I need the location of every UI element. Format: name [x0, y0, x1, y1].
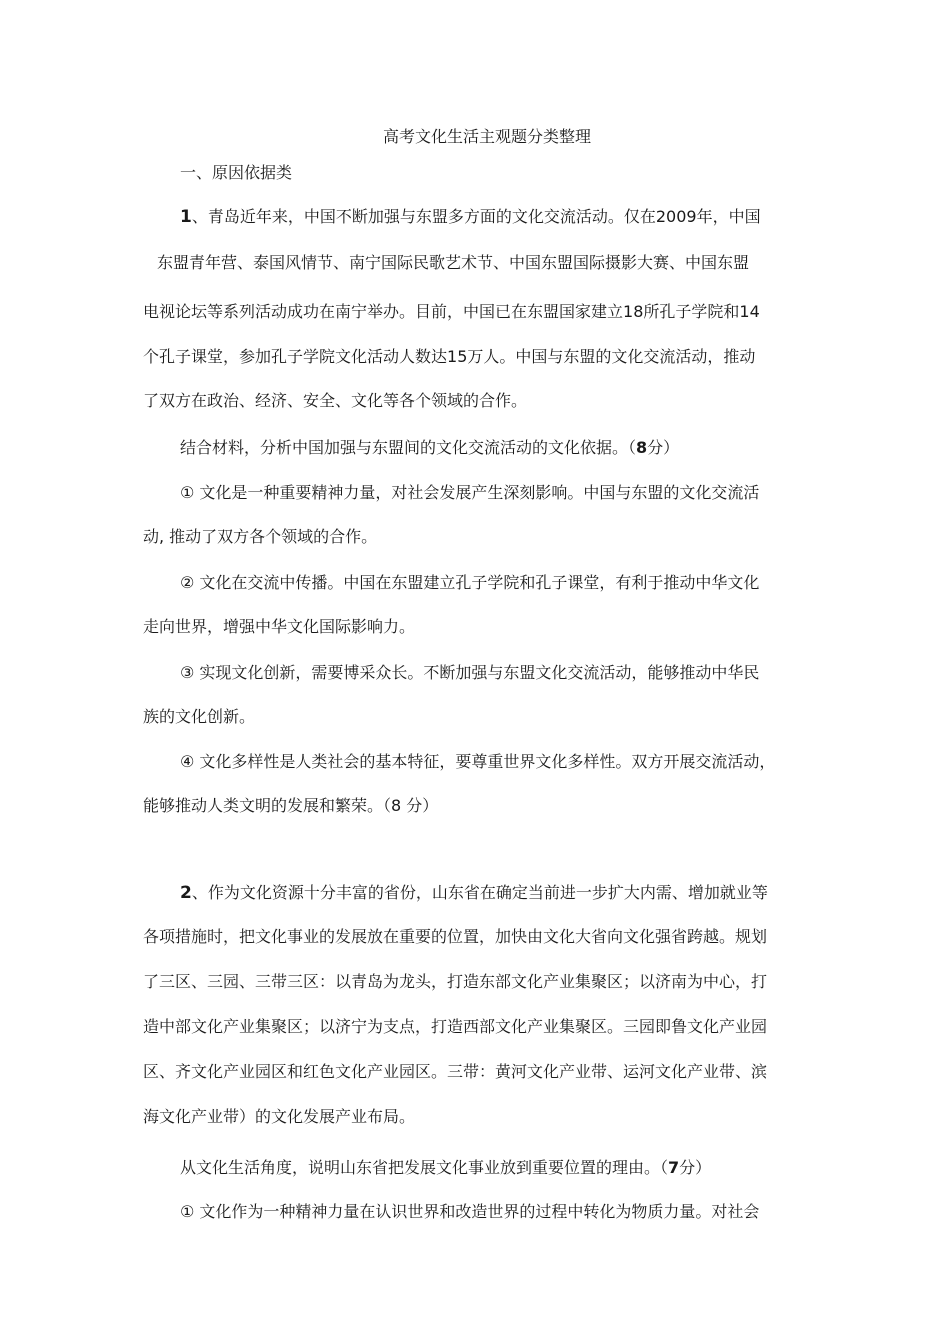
- q2-score: 7: [668, 1158, 680, 1177]
- q1-answer-2-line-2: 走向世界，增强中华文化国际影响力。: [143, 617, 416, 636]
- q1-number: 1: [180, 207, 192, 227]
- q1-answer-1-line-2: 动, 推动了双方各个领域的合作。: [143, 527, 378, 546]
- q1-answer-2-line-1: ② 文化在交流中传播。中国在东盟建立孔子学院和孔子课堂，有利于推动中华文化: [180, 573, 760, 592]
- q1-question: 结合材料，分析中国加强与东盟间的文化交流活动的文化依据。（8分）: [180, 438, 680, 457]
- q2-line-1: 2、作为文化资源十分丰富的省份，山东省在确定当前进一步扩大内需、增加就业等: [180, 883, 768, 903]
- q2-number: 2: [180, 883, 192, 903]
- q1-answer-3-line-2: 族的文化创新。: [143, 707, 256, 726]
- q2-line-5: 区、齐文化产业园区和红色文化产业园区。三带：黄河文化产业带、运河文化产业带、滨: [143, 1062, 768, 1081]
- section-heading: 一、原因依据类: [180, 163, 293, 182]
- q2-line-2: 各项措施时，把文化事业的发展放在重要的位置，加快由文化大省向文化强省跨越。规划: [143, 927, 768, 946]
- q2-line-3: 了三区、三园、三带三区：以青岛为龙头，打造东部文化产业集聚区；以济南为中心，打: [143, 972, 768, 991]
- q1-answer-1-line-1: ① 文化是一种重要精神力量，对社会发展产生深刻影响。中国与东盟的文化交流活: [180, 483, 760, 502]
- q1-score: 8: [636, 438, 648, 457]
- q1-line-4: 个孔子课堂，参加孔子学院文化活动人数达15万人。中国与东盟的文化交流活动，推动: [143, 347, 756, 366]
- document-title: 高考文化生活主观题分类整理: [383, 127, 592, 146]
- q1-answer-3-line-1: ③ 实现文化创新，需要博采众长。不断加强与东盟文化交流活动，能够推动中华民: [180, 663, 760, 682]
- q1-answer-4-line-1: ④ 文化多样性是人类社会的基本特征，要尊重世界文化多样性。双方开展交流活动，: [180, 752, 776, 771]
- q2-line-6: 海文化产业带）的文化发展产业布局。: [143, 1107, 416, 1126]
- q2-question: 从文化生活角度，说明山东省把发展文化事业放到重要位置的理由。（7分）: [180, 1158, 712, 1177]
- q2-answer-1-line-1: ① 文化作为一种精神力量在认识世界和改造世界的过程中转化为物质力量。对社会: [180, 1202, 760, 1221]
- q1-line-1: 1、青岛近年来，中国不断加强与东盟多方面的文化交流活动。仅在2009年，中国: [180, 207, 761, 227]
- q1-line-2: 东盟青年营、泰国风情节、南宁国际民歌艺术节、中国东盟国际摄影大赛、中国东盟: [157, 253, 750, 272]
- q1-line-3: 电视论坛等系列活动成功在南宁举办。目前，中国已在东盟国家建立18所孔子学院和14: [143, 302, 760, 321]
- q2-line-4: 造中部文化产业集聚区；以济宁为支点，打造西部文化产业集聚区。三园即鲁文化产业园: [143, 1017, 768, 1036]
- q1-answer-4-line-2: 能够推动人类文明的发展和繁荣。（8 分）: [143, 796, 439, 815]
- q1-line-5: 了双方在政治、经济、安全、文化等各个领域的合作。: [143, 391, 528, 410]
